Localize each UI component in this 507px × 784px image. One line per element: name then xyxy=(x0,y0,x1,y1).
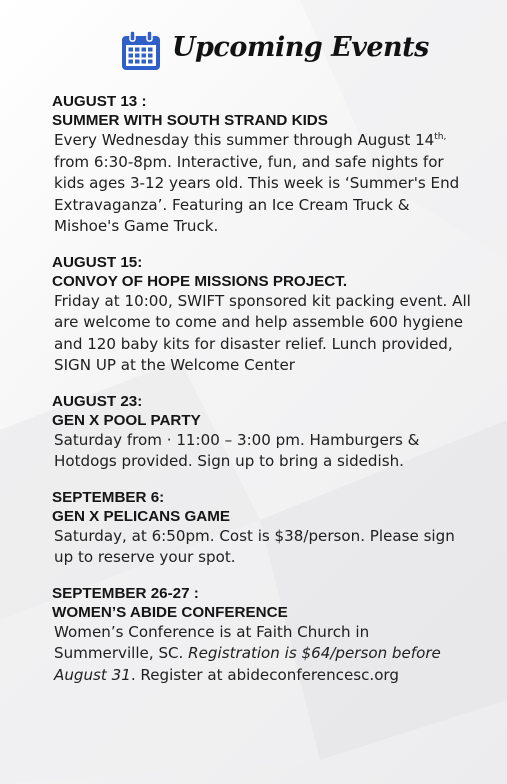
events-list xyxy=(52,92,472,701)
header xyxy=(120,28,429,74)
event-description-text: Women’s Conference is at Faith Church in Summerville, SC. xyxy=(54,622,370,662)
event-name: CONVOY OF HOPE MISSIONS PROJECT. xyxy=(52,272,348,290)
event-item xyxy=(52,584,472,687)
event-date: SEPTEMBER 6: xyxy=(52,488,165,506)
event-date: AUGUST 23: xyxy=(52,392,143,410)
event-description-text: from 6:30-8pm. Interactive, fun, and safe nights for kids ages 3-12 years old. This week is ‘Summer's End Extravaganza’. Featuring an Ice Cream Truck & Mishoe's Game Truck. xyxy=(54,152,460,235)
event-name: WOMEN’S ABIDE CONFERENCE xyxy=(52,603,288,621)
event-name: GEN X PELICANS GAME xyxy=(52,507,231,525)
event-name: SUMMER WITH SOUTH STRAND KIDS xyxy=(52,112,328,129)
page-title: Upcoming Events xyxy=(172,32,429,63)
event-date: AUGUST 13 : xyxy=(52,93,147,110)
event-description xyxy=(52,622,472,687)
event-item xyxy=(52,92,472,238)
event-date: AUGUST 15: xyxy=(52,253,143,271)
event-description: Saturday, at 6:50pm. Cost is $38/person. Please sign up to reserve your spot. xyxy=(54,526,455,566)
event-description-text: . Register at abideconferencesc.org xyxy=(130,665,399,684)
event-date: SEPTEMBER 26-27 : xyxy=(52,584,199,602)
event-description-text: Every Wednesday this summer through August 14 xyxy=(54,131,435,149)
registration-note: Registration is $64/person before August 31 xyxy=(54,644,441,684)
event-name: GEN X POOL PARTY xyxy=(52,411,201,429)
event-description: Saturday from · 11:00 – 3:00 pm. Hamburgers & Hotdogs provided. Sign up to bring a sidedish. xyxy=(54,430,420,470)
ordinal-suffix: th, xyxy=(434,131,447,142)
event-item xyxy=(52,392,472,473)
event-description: Friday at 10:00, SWIFT sponsored kit packing event. All are welcome to come and help assemble 600 hygiene and 120 baby kits for disaster relief. Lunch provided, SIGN UP at the Welcome Center xyxy=(54,291,471,374)
event-description xyxy=(52,130,472,238)
calendar-icon xyxy=(120,30,162,72)
event-item xyxy=(52,253,472,377)
event-item xyxy=(52,488,472,569)
